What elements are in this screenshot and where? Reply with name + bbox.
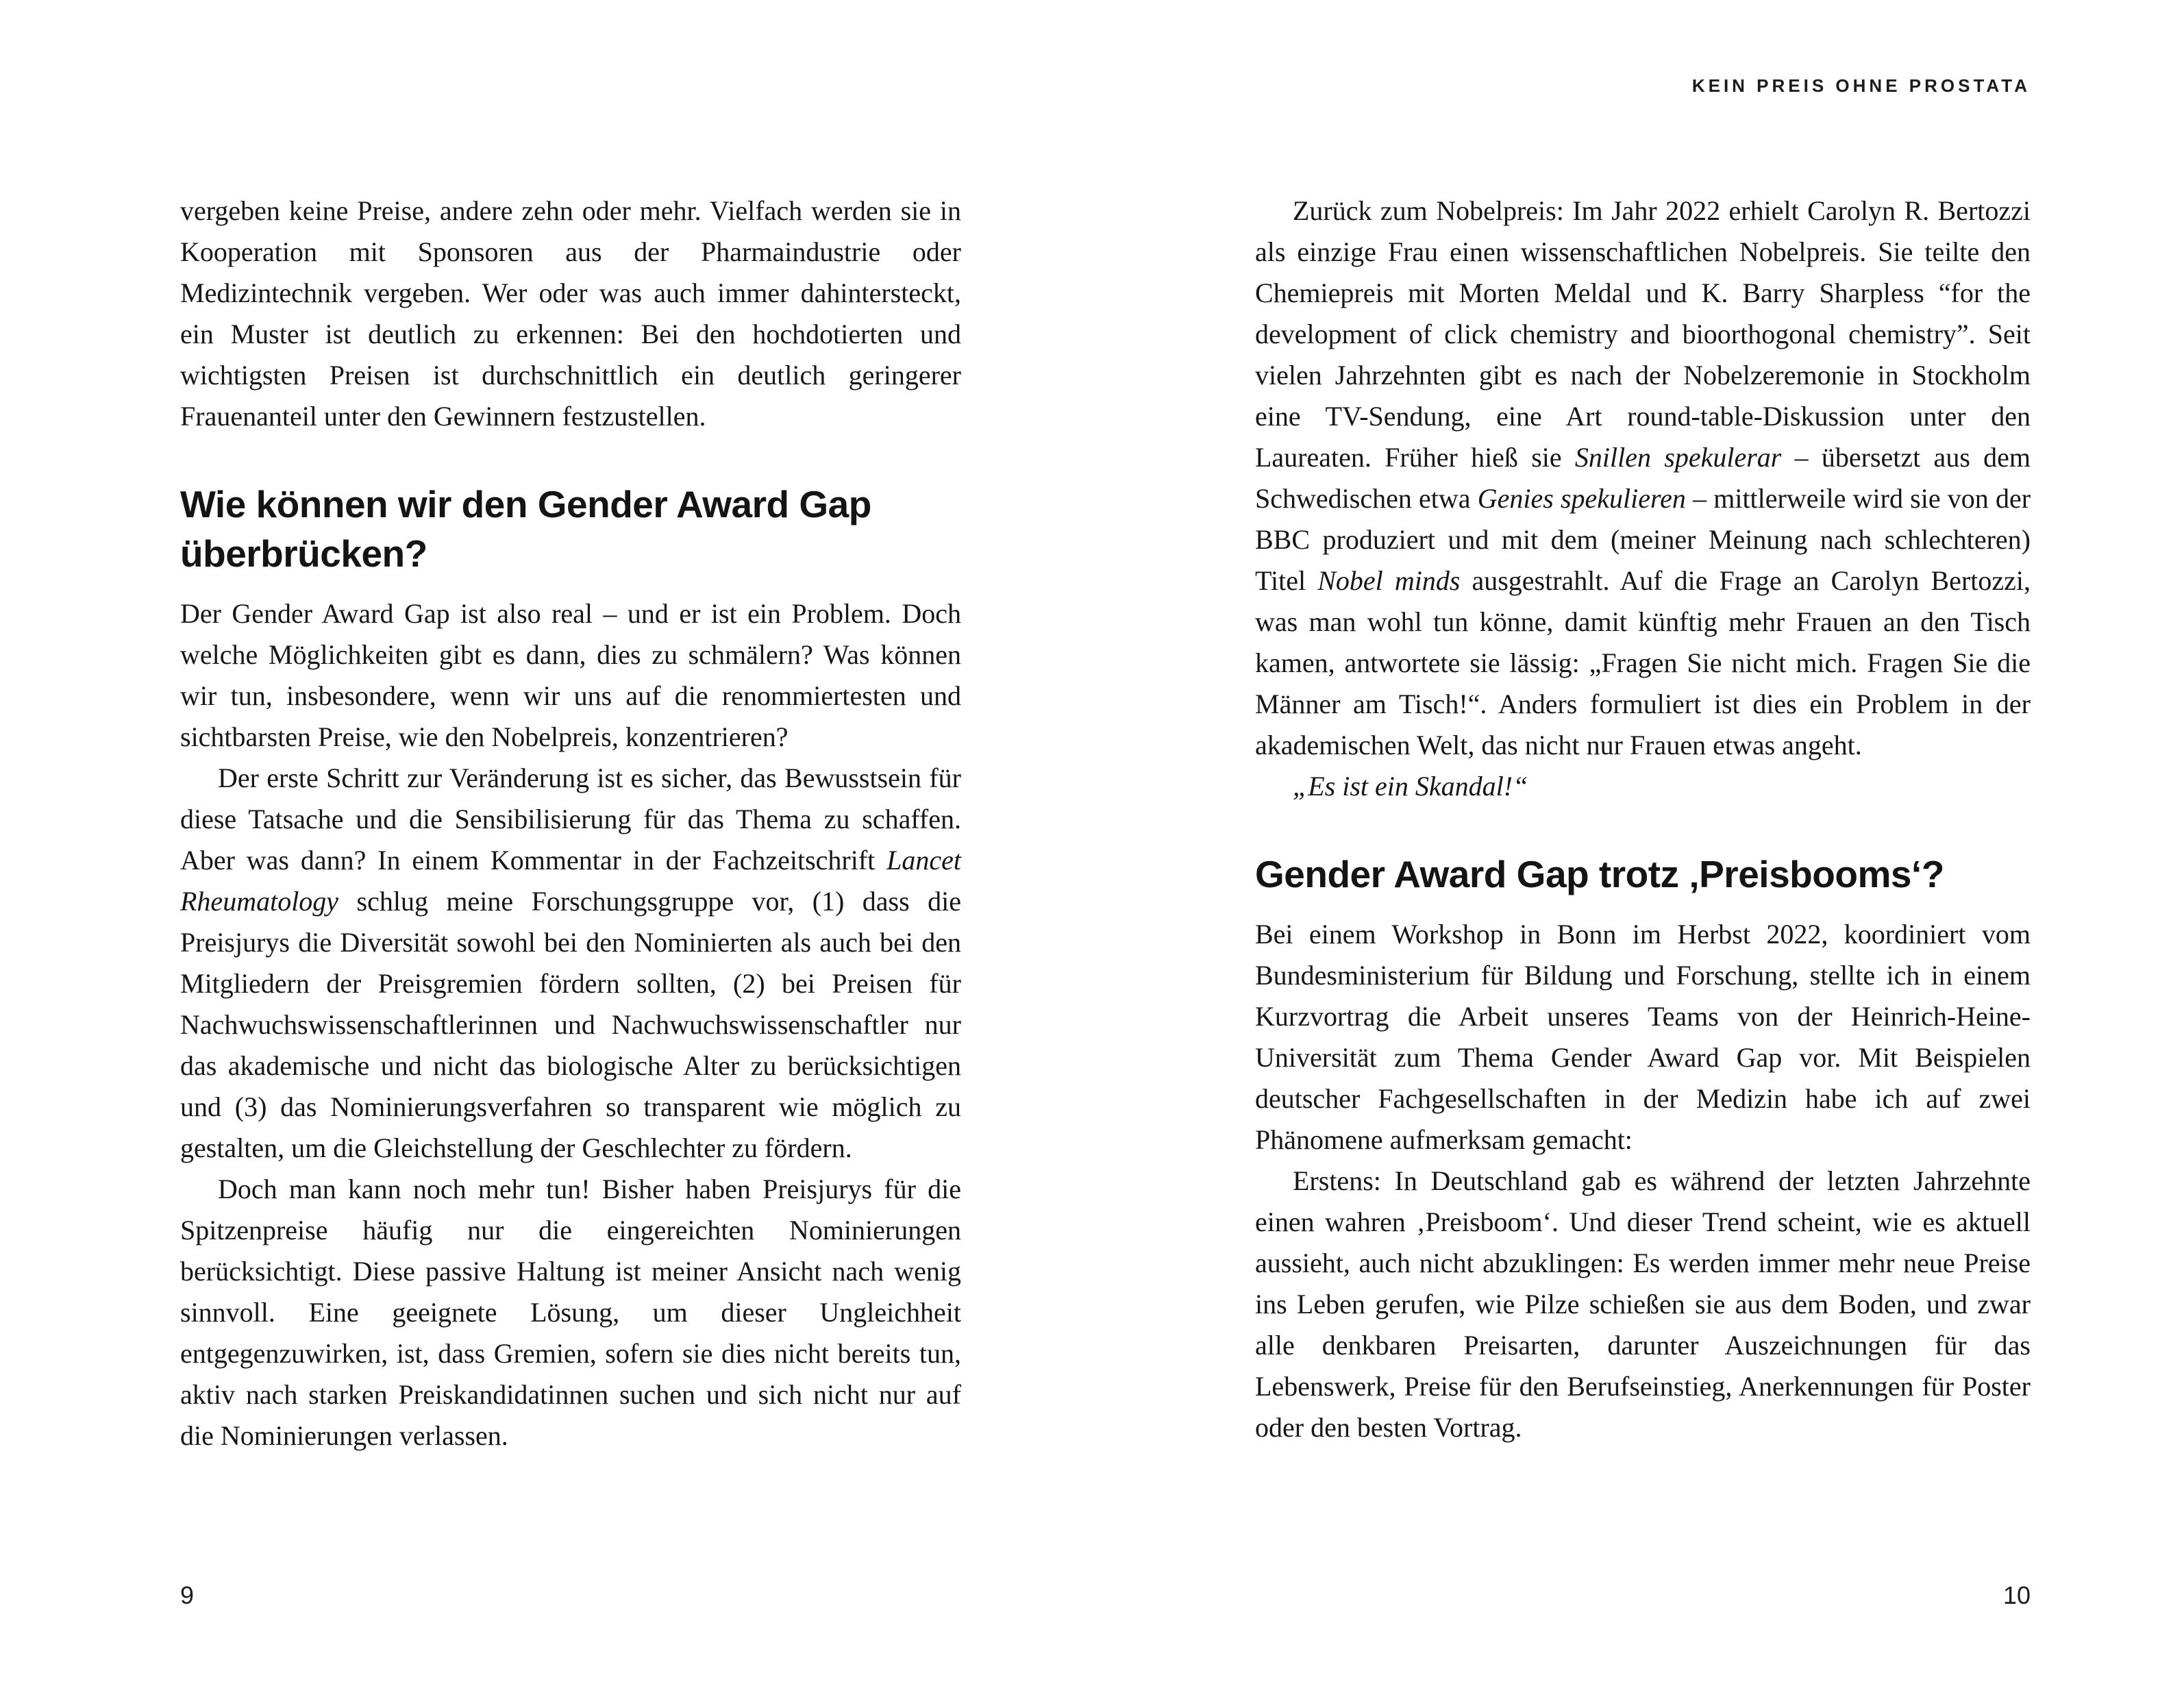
page-number-right: 10 (2002, 1581, 2031, 1609)
italic-text-run: Snillen spekulerar (1574, 442, 1782, 473)
text-run: Der Gender Award Gap ist also real – und er ist ein Problem. Doch welche Möglichkeiten gibt es dann, dies zu schmälern? Was können wir tun, insbesondere, wenn wir uns auf die renommiertesten und sichtbarsten Preise, wie den Nobelpreis, konzentrieren? (180, 598, 961, 752)
body-paragraph (1255, 766, 2031, 807)
italic-text-run: Lancet Rheumatology (180, 845, 961, 917)
body-paragraph (1255, 914, 2031, 1161)
text-run: Erstens: In Deutschland gab es während der letzten Jahrzehnte einen wahren ‚Preisboom‘. Und dieser Trend scheint, wie es aktuell aussieht, auch nicht abzuklingen: Es werden immer mehr neue Preise ins Leben gerufen, wie Pilze schießen sie aus dem Boden, und zwar alle denkbaren Preisarten, darunter Auszeichnungen für das Lebenswerk, Preise für den Berufseinstieg, Anerkennungen für Poster oder den besten Vortrag. (1255, 1165, 2031, 1443)
italic-text-run: Genies spekulieren (1477, 483, 1686, 514)
body-paragraph (180, 190, 961, 437)
section-heading: Gender Award Gap trotz ‚Preisbooms‘? (1255, 853, 1944, 895)
text-run: schlug meine Forschungsgruppe vor, (1) dass die Preisjurys die Diversität sowohl bei den Nominierten als auch bei den Mitgliedern der Preisgremien fördern sollten, (2) bei Preisen für Nachwuchswissenschaftlerinnen und Nachwuchswissenschaftler nur das akademische und nicht das biologische Alter zu berücksichtigen und (3) das Nominierungsverfahren so transparent wie möglich zu gestalten, um die Gleichstellung der Geschlechter zu fördern. (180, 886, 961, 1163)
text-run: Zurück zum Nobelpreis: Im Jahr 2022 erhielt Carolyn R. Bertozzi als einzige Frau einen wissenschaftlichen Nobelpreis. Sie teilte den Chemiepreis mit Morten Meldal und K. Barry Sharpless “for the development of click chemistry and bioorthogonal chemistry”. Seit vielen Jahrzehnten gibt es nach der Nobelzeremonie in Stockholm eine TV-Sendung, eine Art round-table-Diskussion unter den Laureaten. Früher hieß sie (1255, 195, 2031, 473)
body-paragraph (180, 593, 961, 758)
text-run: vergeben keine Preise, andere zehn oder mehr. Vielfach werden sie in Kooperation mit Sponsoren aus der Pharmaindustrie oder Medizintechnik vergeben. Wer oder was auch immer dahintersteckt, ein Muster ist deutlich zu erkennen: Bei den hochdotierten und wichtigsten Preisen ist durchschnittlich ein deutlich geringerer Frauenanteil unter den Gewinnern festzustellen. (180, 195, 961, 432)
page-number-left: 9 (180, 1581, 195, 1609)
text-run: Der erste Schritt zur Veränderung ist es sicher, das Bewusstsein für diese Tatsache und die Sensibilisierung für das Thema zu schaffen. Aber was dann? In einem Kommentar in der Fachzeitschrift (180, 762, 961, 876)
text-run: – mittlerweile wird sie von der BBC produziert und mit dem (meiner Meinung nach schlechteren) Titel (1255, 483, 2031, 596)
body-paragraph (1255, 190, 2031, 766)
italic-text-run: „Es ist ein Skandal!“ (1293, 771, 1528, 802)
text-run: ausgestrahlt. Auf die Frage an Carolyn Bertozzi, was man wohl tun könne, damit künftig mehr Frauen an den Tisch kamen, antwortete sie lässig: „Fragen Sie nicht mich. Fragen Sie die Männer am Tisch!“. Anders formuliert ist dies ein Problem in der akademischen Welt, das nicht nur Frauen etwas angeht. (1255, 565, 2031, 760)
right-page-body (1255, 190, 2031, 1448)
body-paragraph (1255, 1161, 2031, 1448)
body-paragraph (180, 1169, 961, 1456)
text-run: – übersetzt aus dem Schwedischen etwa (1255, 442, 2031, 514)
running-header: KEIN PREIS OHNE PROSTATA (1691, 75, 2031, 96)
body-paragraph (180, 758, 961, 1169)
text-run: Doch man kann noch mehr tun! Bisher haben Preisjurys für die Spitzenpreise häufig nur die eingereichten Nominierungen berücksichtigt. Diese passive Haltung ist meiner Ansicht nach wenig sinnvoll. Eine geeignete Lösung, um dieser Ungleichheit entgegenzuwirken, ist, dass Gremien, sofern sie dies nicht bereits tun, aktiv nach starken Preiskandidatinnen suchen und sich nicht nur auf die Nominierungen verlassen. (180, 1174, 961, 1451)
section-heading: Wie können wir den Gender Award Gap überbrücken? (180, 483, 871, 575)
left-page-body (180, 190, 961, 1456)
text-run: Bei einem Workshop in Bonn im Herbst 2022, koordiniert vom Bundesministerium für Bildung und Forschung, stellte ich in einem Kurzvortrag die Arbeit unseres Teams von der Heinrich-Heine-Universität zum Thema Gender Award Gap vor. Mit Beispielen deutscher Fachgesellschaften in der Medizin habe ich auf zwei Phänomene aufmerksam gemacht: (1255, 919, 2031, 1155)
italic-text-run: Nobel minds (1317, 565, 1461, 596)
